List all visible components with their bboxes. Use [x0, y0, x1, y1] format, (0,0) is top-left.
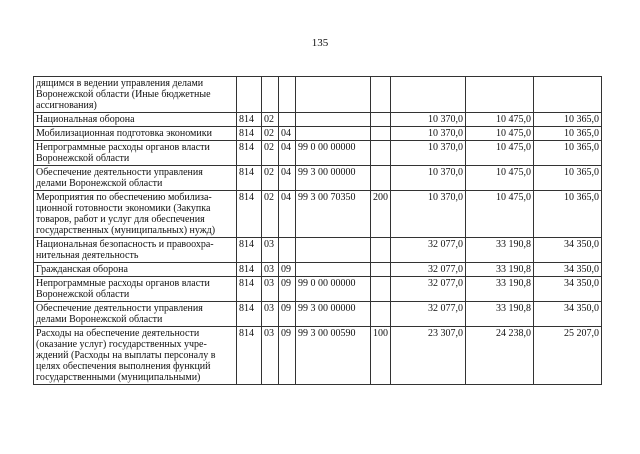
table-row [34, 302, 602, 327]
row-rz-cell: 03 [262, 277, 279, 302]
row-rz-cell: 03 [262, 327, 279, 385]
row-year1-cell: 32 077,0 [391, 302, 466, 327]
row-name-cell: Обеспечение деятельности управления делами Воронежской области [34, 166, 237, 191]
row-year2-cell: 33 190,8 [466, 263, 534, 277]
row-name-cell: Мобилизационная подготовка экономики [34, 127, 237, 141]
row-name-cell: Гражданская оборона [34, 263, 237, 277]
row-cs-cell: 99 3 00 00000 [296, 166, 371, 191]
row-vr-cell [371, 127, 391, 141]
row-name-cell: Национальная оборона [34, 113, 237, 127]
row-name-cell: Обеспечение деятельности управления делами Воронежской области [34, 302, 237, 327]
row-rz-cell: 03 [262, 263, 279, 277]
row-rz-cell: 02 [262, 191, 279, 238]
row-cs-cell [296, 238, 371, 263]
row-year1-cell: 32 077,0 [391, 263, 466, 277]
row-gr-cell: 814 [237, 141, 262, 166]
row-pr-cell: 09 [279, 327, 296, 385]
row-cs-cell [296, 263, 371, 277]
row-cs-cell: 99 3 00 70350 [296, 191, 371, 238]
table-row [34, 238, 602, 263]
row-gr-cell: 814 [237, 277, 262, 302]
table-row [34, 263, 602, 277]
row-rz-cell: 02 [262, 113, 279, 127]
row-gr-cell: 814 [237, 302, 262, 327]
row-cs-cell: 99 0 00 00000 [296, 277, 371, 302]
row-cs-cell [296, 113, 371, 127]
row-year3-cell: 34 350,0 [534, 302, 602, 327]
row-year2-cell: 33 190,8 [466, 277, 534, 302]
row-gr-cell: 814 [237, 127, 262, 141]
row-year3-cell [534, 77, 602, 113]
row-vr-cell [371, 113, 391, 127]
row-vr-cell [371, 77, 391, 113]
row-pr-cell [279, 77, 296, 113]
row-rz-cell: 02 [262, 166, 279, 191]
row-cs-cell: 99 3 00 00000 [296, 302, 371, 327]
row-cs-cell: 99 0 00 00000 [296, 141, 371, 166]
row-year2-cell: 10 475,0 [466, 113, 534, 127]
table-row [34, 191, 602, 238]
row-name-cell: Непрограммные расходы органов власти Воронежской области [34, 277, 237, 302]
row-vr-cell [371, 263, 391, 277]
row-gr-cell: 814 [237, 263, 262, 277]
row-year3-cell: 34 350,0 [534, 238, 602, 263]
row-pr-cell: 04 [279, 127, 296, 141]
row-gr-cell: 814 [237, 191, 262, 238]
row-pr-cell [279, 113, 296, 127]
table-row [34, 277, 602, 302]
row-name-cell: Непрограммные расходы органов власти Воронежской области [34, 141, 237, 166]
row-name-cell: Расходы на обеспечение деятельности (оказание услуг) государственных учре-ждений (Расходы на выплаты персоналу в целях обеспечения выполнения функций государственными (муниципальными) [34, 327, 237, 385]
budget-table [33, 76, 602, 385]
table-row [34, 113, 602, 127]
row-year3-cell: 34 350,0 [534, 277, 602, 302]
row-year2-cell: 10 475,0 [466, 191, 534, 238]
row-gr-cell: 814 [237, 327, 262, 385]
row-cs-cell: 99 3 00 00590 [296, 327, 371, 385]
row-rz-cell: 02 [262, 127, 279, 141]
row-year1-cell: 10 370,0 [391, 166, 466, 191]
row-year2-cell: 33 190,8 [466, 302, 534, 327]
row-rz-cell: 03 [262, 302, 279, 327]
row-gr-cell: 814 [237, 166, 262, 191]
row-year1-cell: 10 370,0 [391, 113, 466, 127]
page-number: 135 [311, 37, 329, 49]
row-year2-cell: 10 475,0 [466, 166, 534, 191]
row-vr-cell: 200 [371, 191, 391, 238]
row-year1-cell: 32 077,0 [391, 277, 466, 302]
row-vr-cell [371, 277, 391, 302]
row-pr-cell: 09 [279, 263, 296, 277]
row-cs-cell [296, 127, 371, 141]
row-gr-cell: 814 [237, 113, 262, 127]
row-year3-cell: 34 350,0 [534, 263, 602, 277]
row-year2-cell: 33 190,8 [466, 238, 534, 263]
row-year2-cell: 24 238,0 [466, 327, 534, 385]
row-year1-cell: 10 370,0 [391, 191, 466, 238]
table-row [34, 77, 602, 113]
row-vr-cell [371, 166, 391, 191]
row-year1-cell: 23 307,0 [391, 327, 466, 385]
table-row [34, 127, 602, 141]
row-year2-cell: 10 475,0 [466, 127, 534, 141]
table-row [34, 141, 602, 166]
row-pr-cell [279, 238, 296, 263]
row-name-cell: Мероприятия по обеспечению мобилиза-ционной готовности экономики (Закупка товаров, работ и услуг для обеспечения государственных (муниципальных) нужд) [34, 191, 237, 238]
row-rz-cell [262, 77, 279, 113]
row-year1-cell: 10 370,0 [391, 127, 466, 141]
row-rz-cell: 03 [262, 238, 279, 263]
row-cs-cell [296, 77, 371, 113]
row-year3-cell: 10 365,0 [534, 141, 602, 166]
row-pr-cell: 04 [279, 141, 296, 166]
table-row [34, 166, 602, 191]
row-year3-cell: 25 207,0 [534, 327, 602, 385]
row-name-cell: дящимся в ведении управления делами Воронежской области (Иные бюджетные ассигнования) [34, 77, 237, 113]
row-year1-cell: 32 077,0 [391, 238, 466, 263]
row-pr-cell: 04 [279, 191, 296, 238]
row-vr-cell [371, 238, 391, 263]
row-vr-cell [371, 141, 391, 166]
row-pr-cell: 09 [279, 277, 296, 302]
row-rz-cell: 02 [262, 141, 279, 166]
row-year1-cell [391, 77, 466, 113]
row-year3-cell: 10 365,0 [534, 191, 602, 238]
row-gr-cell [237, 77, 262, 113]
row-vr-cell: 100 [371, 327, 391, 385]
row-pr-cell: 09 [279, 302, 296, 327]
row-year2-cell [466, 77, 534, 113]
table-row [34, 327, 602, 385]
row-year3-cell: 10 365,0 [534, 166, 602, 191]
row-year3-cell: 10 365,0 [534, 127, 602, 141]
row-gr-cell: 814 [237, 238, 262, 263]
row-vr-cell [371, 302, 391, 327]
row-year3-cell: 10 365,0 [534, 113, 602, 127]
row-year2-cell: 10 475,0 [466, 141, 534, 166]
row-name-cell: Национальная безопасность и правоохра-нительная деятельность [34, 238, 237, 263]
row-pr-cell: 04 [279, 166, 296, 191]
row-year1-cell: 10 370,0 [391, 141, 466, 166]
